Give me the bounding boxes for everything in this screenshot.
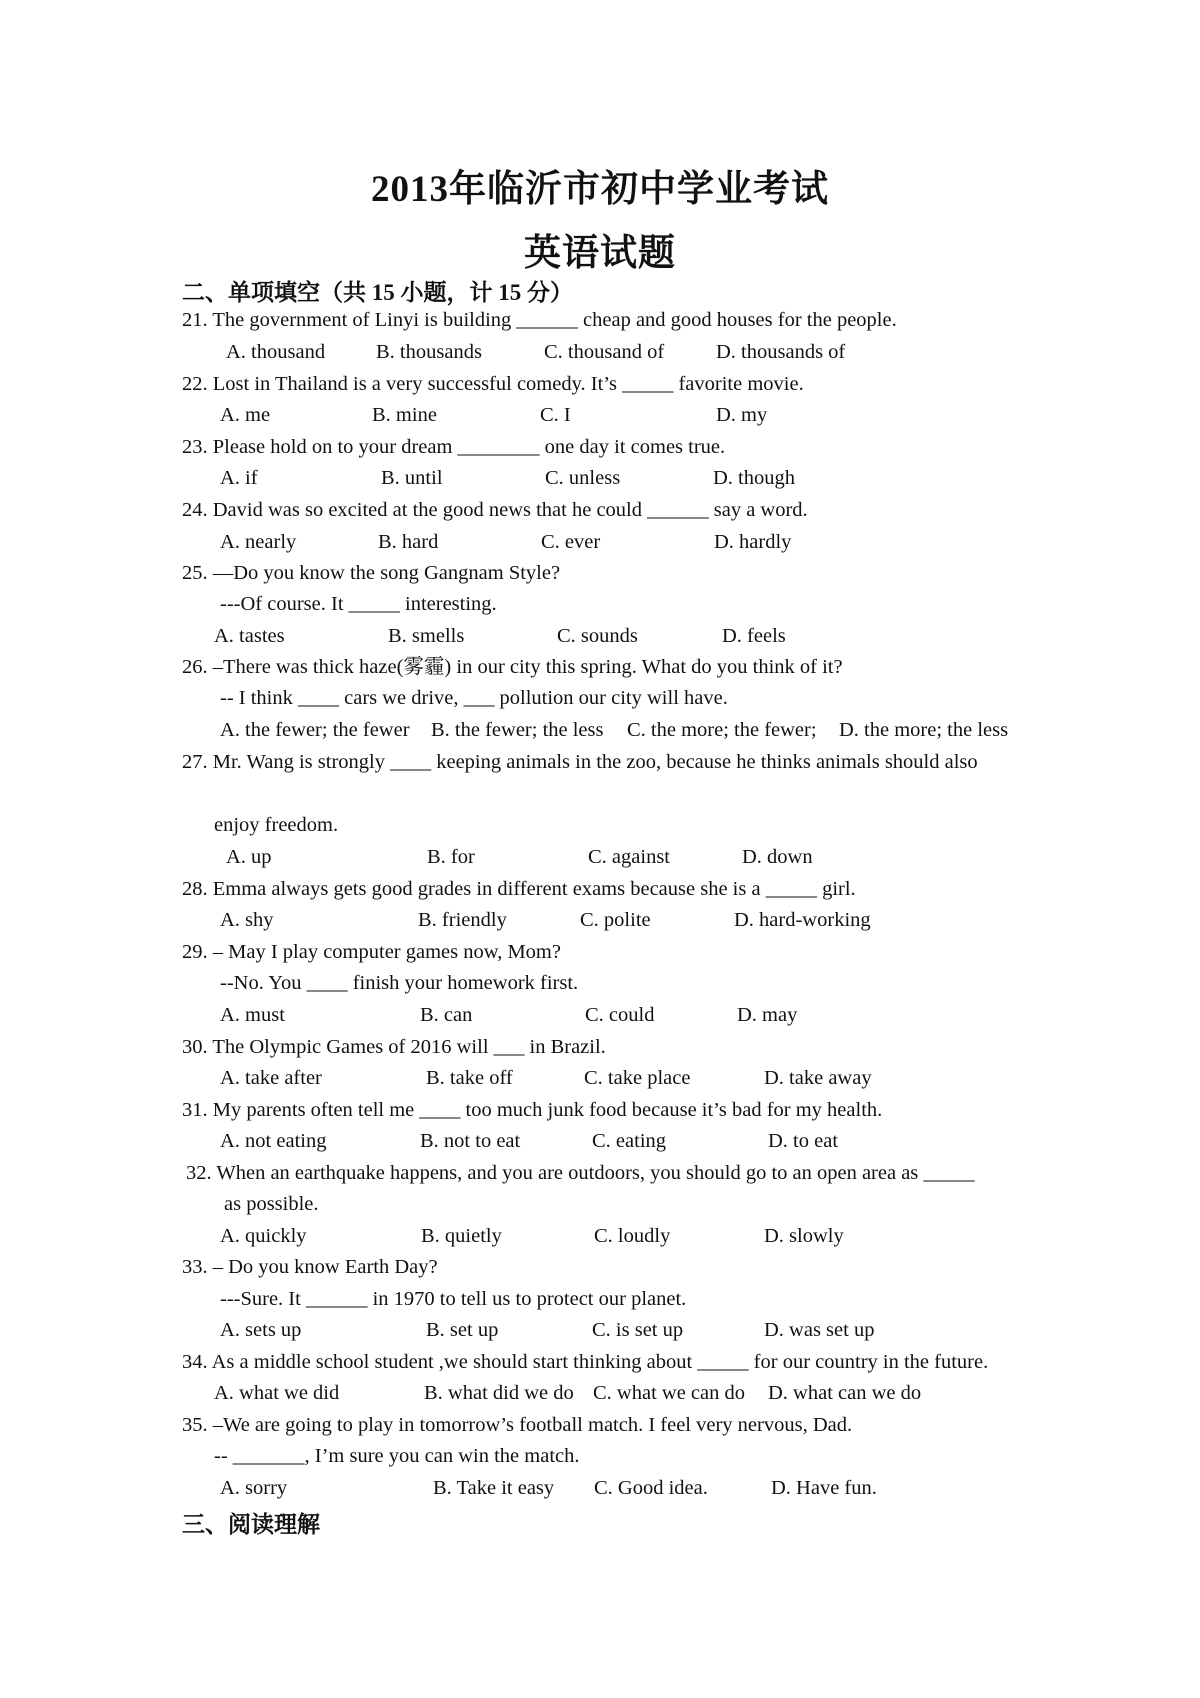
q31-option-c: C. eating xyxy=(592,1130,667,1152)
q24-option-b: B. hard xyxy=(378,531,439,553)
q28-option-d: D. hard-working xyxy=(734,909,871,931)
q35-option-b: B. Take it easy xyxy=(433,1477,555,1499)
q33-option-a: A. sets up xyxy=(220,1319,302,1341)
q32-stem: 32. When an earthquake happens, and you are outdoors, you should go to an open area as _____ xyxy=(186,1162,975,1184)
q25-dialogue-reply: ---Of course. It _____ interesting. xyxy=(220,593,497,615)
q35-option-c: C. Good idea. xyxy=(594,1477,708,1499)
q26-option-b: B. the fewer; the less xyxy=(431,719,604,741)
q25-option-c: C. sounds xyxy=(557,625,638,647)
q26-option-c: C. the more; the fewer; xyxy=(627,719,817,741)
q21-option-c: C. thousand of xyxy=(544,341,665,363)
q32-stem-continued: as possible. xyxy=(224,1193,319,1215)
q28-stem: 28. Emma always gets good grades in different exams because she is a _____ girl. xyxy=(182,878,856,900)
exam-subtitle: 英语试题 xyxy=(524,233,676,274)
q27-option-b: B. for xyxy=(427,846,475,868)
q21-option-d: D. thousands of xyxy=(716,341,846,363)
q31-stem: 31. My parents often tell me ____ too much junk food because it’s bad for my health. xyxy=(182,1099,883,1121)
q33-stem: 33. – Do you know Earth Day? xyxy=(182,1256,438,1278)
q22-stem: 22. Lost in Thailand is a very successful comedy. It’s _____ favorite movie. xyxy=(182,373,804,395)
q34-option-a: A. what we did xyxy=(214,1382,340,1404)
q23-option-a: A. if xyxy=(220,467,258,489)
section-2-heading: 二、单项填空（共 15 小题，计 15 分） xyxy=(182,280,573,305)
q34-option-b: B. what did we do xyxy=(424,1382,574,1404)
q29-option-a: A. must xyxy=(220,1004,285,1026)
q34-option-c: C. what we can do xyxy=(593,1382,745,1404)
q35-dialogue-reply: -- _______, I’m sure you can win the match. xyxy=(214,1445,580,1467)
q33-option-d: D. was set up xyxy=(764,1319,875,1341)
q26-stem: 26. –There was thick haze(雾霾) in our city this spring. What do you think of it? xyxy=(182,656,843,678)
q24-option-a: A. nearly xyxy=(220,531,297,553)
q34-stem: 34. As a middle school student ,we should start thinking about _____ for our country in the future. xyxy=(182,1351,989,1373)
q22-option-c: C. I xyxy=(540,404,571,426)
q30-option-d: D. take away xyxy=(764,1067,872,1089)
q23-option-d: D. though xyxy=(713,467,795,489)
q29-option-b: B. can xyxy=(420,1004,473,1026)
exam-title: 2013年临沂市初中学业考试 xyxy=(371,169,829,210)
q35-stem: 35. –We are going to play in tomorrow’s football match. I feel very nervous, Dad. xyxy=(182,1414,853,1436)
q33-dialogue-reply: ---Sure. It ______ in 1970 to tell us to protect our planet. xyxy=(220,1288,687,1310)
q22-option-a: A. me xyxy=(220,404,271,426)
q21-option-b: B. thousands xyxy=(376,341,482,363)
q28-option-b: B. friendly xyxy=(418,909,507,931)
q25-option-b: B. smells xyxy=(388,625,465,647)
q27-option-c: C. against xyxy=(588,846,670,868)
q33-option-b: B. set up xyxy=(426,1319,499,1341)
q23-stem: 23. Please hold on to your dream ________ one day it comes true. xyxy=(182,436,726,458)
q28-option-c: C. polite xyxy=(580,909,651,931)
q24-stem: 24. David was so excited at the good news that he could ______ say a word. xyxy=(182,499,808,521)
q34-option-d: D. what can we do xyxy=(768,1382,922,1404)
q27-stem: 27. Mr. Wang is strongly ____ keeping animals in the zoo, because he thinks animals should also xyxy=(182,751,978,773)
q25-option-d: D. feels xyxy=(722,625,786,647)
q26-option-d: D. the more; the less xyxy=(839,719,1009,741)
q29-dialogue-reply: --No. You ____ finish your homework first. xyxy=(220,972,579,994)
q30-stem: 30. The Olympic Games of 2016 will ___ in Brazil. xyxy=(182,1036,606,1058)
q28-option-a: A. shy xyxy=(220,909,274,931)
q29-option-d: D. may xyxy=(737,1004,798,1026)
q27-option-d: D. down xyxy=(742,846,813,868)
q32-option-d: D. slowly xyxy=(764,1225,844,1247)
q24-option-c: C. ever xyxy=(541,531,601,553)
q30-option-c: C. take place xyxy=(584,1067,691,1089)
q29-option-c: C. could xyxy=(585,1004,655,1026)
q26-option-a: A. the fewer; the fewer xyxy=(220,719,410,741)
q23-option-b: B. until xyxy=(381,467,443,489)
q32-option-c: C. loudly xyxy=(594,1225,671,1247)
q25-option-a: A. tastes xyxy=(214,625,285,647)
q30-option-b: B. take off xyxy=(426,1067,513,1089)
q31-option-b: B. not to eat xyxy=(420,1130,521,1152)
q35-option-d: D. Have fun. xyxy=(771,1477,877,1499)
q21-stem: 21. The government of Linyi is building ______ cheap and good houses for the people. xyxy=(182,309,897,331)
q31-option-d: D. to eat xyxy=(768,1130,839,1152)
q31-option-a: A. not eating xyxy=(220,1130,327,1152)
q22-option-d: D. my xyxy=(716,404,768,426)
q24-option-d: D. hardly xyxy=(714,531,792,553)
q35-option-a: A. sorry xyxy=(220,1477,288,1499)
q33-option-c: C. is set up xyxy=(592,1319,684,1341)
q21-option-a: A. thousand xyxy=(226,341,326,363)
q23-option-c: C. unless xyxy=(545,467,621,489)
q22-option-b: B. mine xyxy=(372,404,437,426)
q25-stem: 25. —Do you know the song Gangnam Style? xyxy=(182,562,561,584)
q30-option-a: A. take after xyxy=(220,1067,322,1089)
q32-option-b: B. quietly xyxy=(421,1225,502,1247)
q26-dialogue-reply: -- I think ____ cars we drive, ___ pollution our city will have. xyxy=(220,687,728,709)
q27-option-a: A. up xyxy=(226,846,272,868)
q32-option-a: A. quickly xyxy=(220,1225,307,1247)
section-3-heading: 三、阅读理解 xyxy=(182,1512,320,1537)
q29-stem: 29. – May I play computer games now, Mom? xyxy=(182,941,561,963)
q27-stem-continued: enjoy freedom. xyxy=(214,814,339,836)
